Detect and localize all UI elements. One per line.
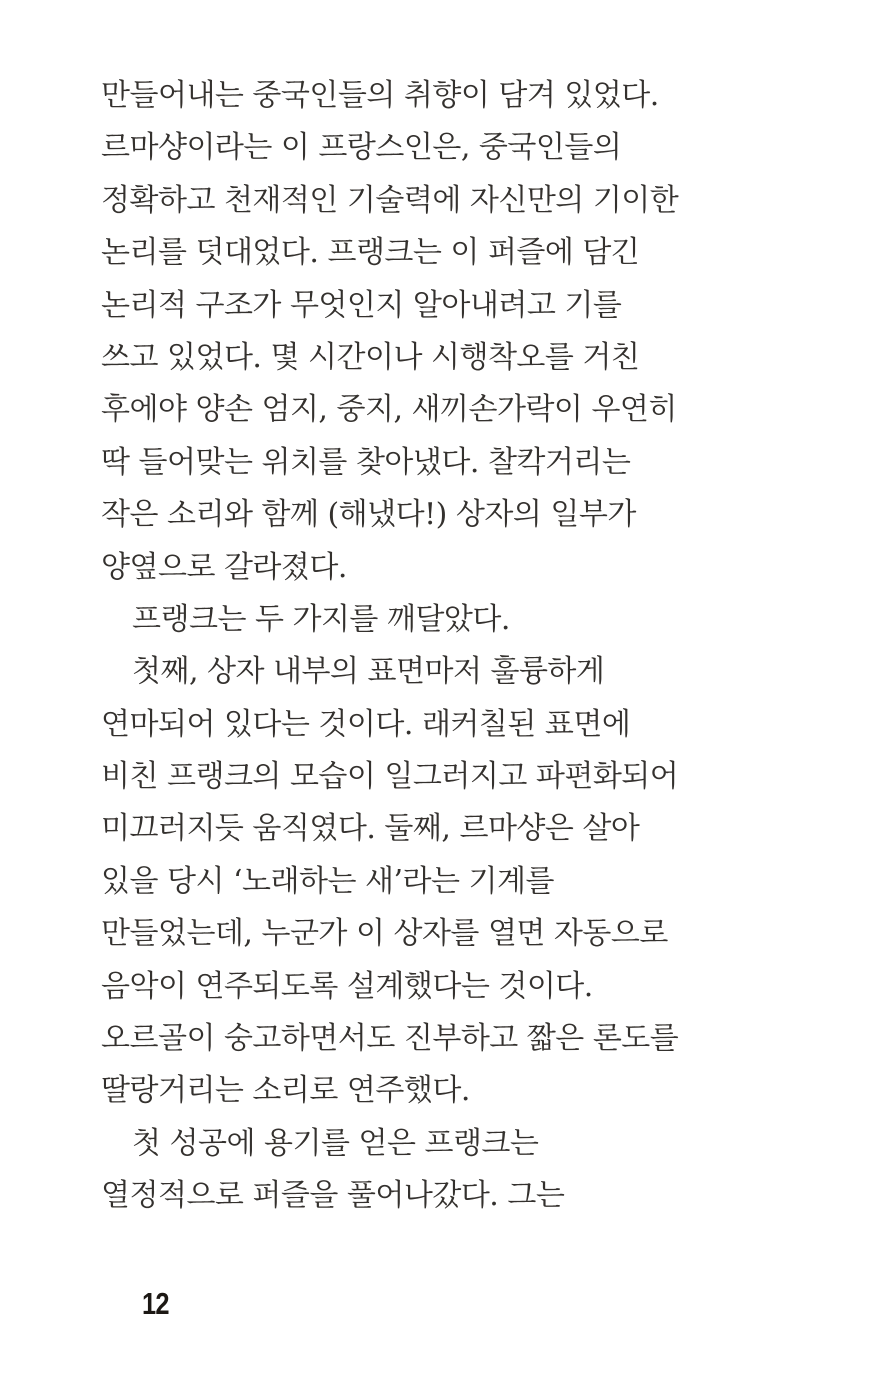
text-line: 정확하고 천재적인 기술력에 자신만의 기이한 xyxy=(101,182,679,218)
text-line: 작은 소리와 함께 (해냈다!) 상자의 일부가 xyxy=(101,497,636,533)
text-line: 후에야 양손 엄지, 중지, 새끼손가락이 우연히 xyxy=(101,392,677,428)
text-line: 열정적으로 퍼즐을 풀어나갔다. 그는 xyxy=(101,1178,565,1214)
text-line: 만들어내는 중국인들의 취향이 담겨 있었다. xyxy=(101,78,659,113)
text-line: 음악이 연주되도록 설계했다는 것이다. xyxy=(101,968,593,1004)
page-number: 12 xyxy=(142,1286,169,1321)
text-line: 르마샹이라는 이 프랑스인은, 중국인들의 xyxy=(101,130,622,166)
text-line: 논리적 구조가 무엇인지 알아내려고 기를 xyxy=(101,287,622,323)
page-text xyxy=(101,70,741,1223)
text-line: 만들었는데, 누군가 이 상자를 열면 자동으로 xyxy=(101,916,668,952)
text-line: 오르골이 숭고하면서도 진부하고 짧은 론도를 xyxy=(101,1021,679,1057)
text-line: 연마되어 있다는 것이다. 래커칠된 표면에 xyxy=(101,706,631,742)
text-line: 첫째, 상자 내부의 표면마저 훌륭하게 xyxy=(132,654,605,690)
text-line: 딸랑거리는 소리로 연주했다. xyxy=(101,1073,470,1109)
text-line: 첫 성공에 용기를 얻은 프랭크는 xyxy=(132,1125,539,1161)
text-line: 있을 당시 ‘노래하는 새’라는 기계를 xyxy=(101,863,554,899)
text-line: 쓰고 있었다. 몇 시간이나 시행착오를 거친 xyxy=(101,339,640,375)
text-line: 논리를 덧대었다. 프랭크는 이 퍼즐에 담긴 xyxy=(101,235,640,271)
text-line: 비친 프랭크의 모습이 일그러지고 파편화되어 xyxy=(101,759,679,795)
text-line: 양옆으로 갈라졌다. xyxy=(101,549,347,585)
text-line: 프랭크는 두 가지를 깨달았다. xyxy=(132,601,510,637)
text-line: 딱 들어맞는 위치를 찾아냈다. 찰칵거리는 xyxy=(101,444,631,480)
text-line: 미끄러지듯 움직였다. 둘째, 르마샹은 살아 xyxy=(101,811,640,847)
